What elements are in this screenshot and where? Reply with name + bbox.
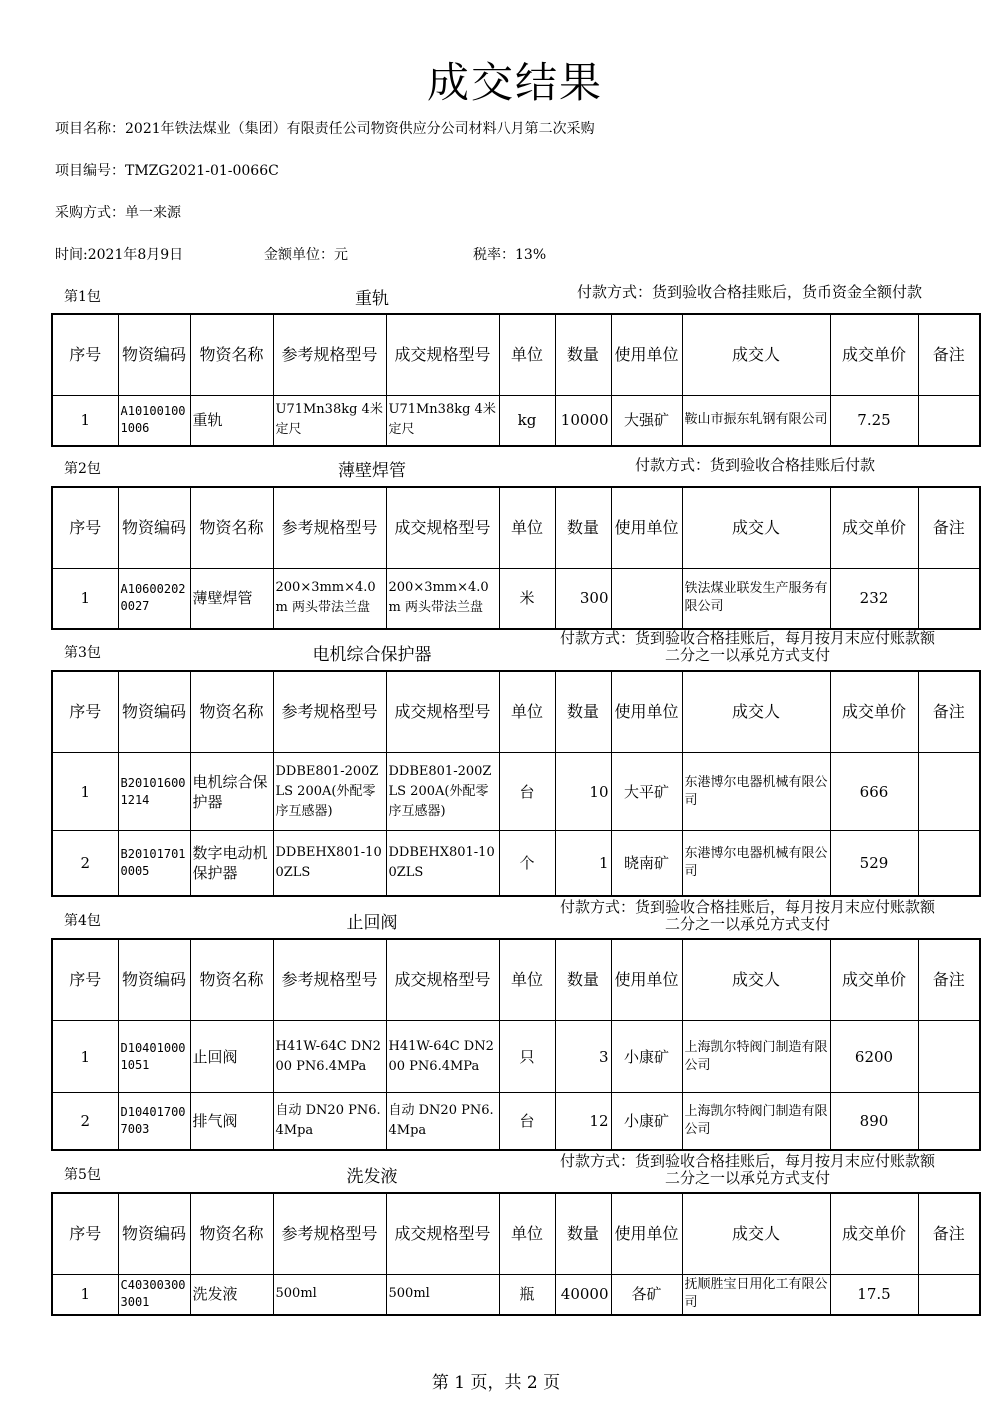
column-header: 序号: [52, 487, 118, 569]
column-header: 成交规格型号: [386, 671, 499, 753]
column-header: 备注: [918, 671, 980, 753]
material-code: D104010001051: [118, 1021, 190, 1093]
quantity: 40000: [555, 1275, 611, 1315]
column-header: 成交单价: [830, 314, 918, 396]
package-label: 第4包: [64, 913, 101, 929]
table-header-row: [52, 939, 980, 1021]
material-code: C403003003001: [118, 1275, 190, 1315]
material-name: 止回阀: [190, 1021, 273, 1093]
unit-price: 7.25: [830, 396, 918, 446]
payment-terms-line: 二分之一以承兑方式支付: [665, 646, 831, 664]
tax-rate: 税率：13%: [473, 247, 547, 263]
remarks: [918, 753, 980, 831]
quantity: 10: [555, 753, 611, 831]
currency-unit: 金额单位：元: [264, 247, 348, 263]
unit: 只: [499, 1021, 555, 1093]
column-header: 使用单位: [611, 1193, 682, 1275]
column-header: 成交单价: [830, 671, 918, 753]
deal-spec: U71Mn38kg 4米定尺: [386, 396, 499, 446]
table-row: [52, 1093, 980, 1150]
unit: 台: [499, 1093, 555, 1150]
page-title: 成交结果: [426, 58, 603, 107]
material-code: D104017007003: [118, 1093, 190, 1150]
column-header: 物资名称: [190, 314, 273, 396]
table-row: [52, 569, 980, 629]
using-unit: 晓南矿: [611, 831, 682, 896]
using-unit: 各矿: [611, 1275, 682, 1315]
project-name: 项目名称：2021年铁法煤业（集团）有限责任公司物资供应分公司材料八月第二次采购: [55, 121, 595, 137]
column-header: 成交规格型号: [386, 314, 499, 396]
vendor: 上海凯尔特阀门制造有限公司: [682, 1093, 830, 1150]
reference-spec: 500ml: [273, 1275, 386, 1315]
unit: 台: [499, 753, 555, 831]
reference-spec: 自动 DN20 PN6.4Mpa: [273, 1093, 386, 1150]
quantity: 1: [555, 831, 611, 896]
package-name: 重轨: [355, 289, 389, 309]
unit: 米: [499, 569, 555, 629]
column-header: 成交人: [682, 939, 830, 1021]
payment-terms-line: 付款方式：货到验收合格挂账后，每月按月末应付账款额: [560, 1152, 936, 1170]
column-header: 物资编码: [118, 1193, 190, 1275]
material-name: 重轨: [190, 396, 273, 446]
table-header-row: [52, 314, 980, 396]
purchase-method: 采购方式：单一来源: [55, 205, 181, 221]
row-number: 1: [52, 1275, 118, 1315]
reference-spec: H41W-64C DN200 PN6.4MPa: [273, 1021, 386, 1093]
column-header: 单位: [499, 487, 555, 569]
column-header: 数量: [555, 671, 611, 753]
column-header: 成交人: [682, 671, 830, 753]
payment-terms: [560, 1153, 935, 1187]
table-row: [52, 1275, 980, 1315]
page-footer: 第 1 页，共 2 页: [431, 1373, 561, 1393]
package-label: 第3包: [64, 645, 101, 661]
column-header: 物资名称: [190, 671, 273, 753]
quantity: 300: [555, 569, 611, 629]
reference-spec: U71Mn38kg 4米定尺: [273, 396, 386, 446]
payment-terms-line: 付款方式：货到验收合格挂账后付款: [635, 456, 876, 474]
column-header: 使用单位: [611, 314, 682, 396]
material-name: 排气阀: [190, 1093, 273, 1150]
material-code: B201017010005: [118, 831, 190, 896]
unit: 个: [499, 831, 555, 896]
column-header: 参考规格型号: [273, 939, 386, 1021]
column-header: 物资名称: [190, 939, 273, 1021]
vendor: 东港博尔电器机械有限公司: [682, 753, 830, 831]
table-header-row: [52, 487, 980, 569]
table-row: [52, 831, 980, 896]
payment-terms-line: 二分之一以承兑方式支付: [665, 1169, 831, 1187]
column-header: 物资名称: [190, 487, 273, 569]
column-header: 单位: [499, 671, 555, 753]
column-header: 备注: [918, 314, 980, 396]
column-header: 物资名称: [190, 1193, 273, 1275]
column-header: 数量: [555, 1193, 611, 1275]
package-table: [51, 486, 981, 630]
payment-terms: [635, 457, 875, 474]
package-name: 薄壁焊管: [338, 461, 406, 481]
column-header: 成交单价: [830, 487, 918, 569]
unit: kg: [499, 396, 555, 446]
column-header: 使用单位: [611, 671, 682, 753]
date: 时间:2021年8月9日: [55, 247, 184, 263]
row-number: 2: [52, 831, 118, 896]
column-header: 数量: [555, 314, 611, 396]
material-code: B201016001214: [118, 753, 190, 831]
deal-spec: DDBEHX801-100ZLS: [386, 831, 499, 896]
unit-price: 890: [830, 1093, 918, 1150]
table-header-row: [52, 1193, 980, 1275]
column-header: 成交单价: [830, 1193, 918, 1275]
package-name: 电机综合保护器: [312, 645, 432, 665]
package-table: [51, 938, 981, 1151]
row-number: 1: [52, 569, 118, 629]
using-unit: 小康矿: [611, 1093, 682, 1150]
column-header: 参考规格型号: [273, 671, 386, 753]
unit-price: 232: [830, 569, 918, 629]
package-table: [51, 313, 981, 447]
column-header: 参考规格型号: [273, 314, 386, 396]
material-name: 电机综合保护器: [190, 753, 273, 831]
payment-terms: [577, 284, 922, 301]
reference-spec: DDBEHX801-100ZLS: [273, 831, 386, 896]
reference-spec: 200×3mm×4.0m 两头带法兰盘: [273, 569, 386, 629]
vendor: 上海凯尔特阀门制造有限公司: [682, 1021, 830, 1093]
deal-spec: 200×3mm×4.0m 两头带法兰盘: [386, 569, 499, 629]
unit: 瓶: [499, 1275, 555, 1315]
material-name: 薄壁焊管: [190, 569, 273, 629]
column-header: 成交人: [682, 314, 830, 396]
column-header: 物资编码: [118, 487, 190, 569]
package-table: [51, 670, 981, 897]
reference-spec: DDBE801-200ZLS 200A(外配零序互感器): [273, 753, 386, 831]
column-header: 备注: [918, 1193, 980, 1275]
column-header: 序号: [52, 1193, 118, 1275]
column-header: 成交单价: [830, 939, 918, 1021]
package-label: 第1包: [64, 289, 101, 305]
using-unit: 小康矿: [611, 1021, 682, 1093]
remarks: [918, 1093, 980, 1150]
column-header: 序号: [52, 671, 118, 753]
column-header: 成交人: [682, 1193, 830, 1275]
deal-spec: 500ml: [386, 1275, 499, 1315]
quantity: 10000: [555, 396, 611, 446]
vendor: 铁法煤业联发生产服务有限公司: [682, 569, 830, 629]
column-header: 成交规格型号: [386, 1193, 499, 1275]
vendor: 鞍山市振东轧钢有限公司: [682, 396, 830, 446]
unit-price: 666: [830, 753, 918, 831]
column-header: 使用单位: [611, 487, 682, 569]
column-header: 备注: [918, 939, 980, 1021]
column-header: 成交人: [682, 487, 830, 569]
remarks: [918, 396, 980, 446]
column-header: 单位: [499, 1193, 555, 1275]
column-header: 数量: [555, 487, 611, 569]
payment-terms-line: 付款方式：货到验收合格挂账后，每月按月末应付账款额: [560, 629, 936, 647]
table-row: [52, 1021, 980, 1093]
column-header: 参考规格型号: [273, 1193, 386, 1275]
using-unit: [611, 569, 682, 629]
table-row: [52, 753, 980, 831]
column-header: 单位: [499, 939, 555, 1021]
table-row: [52, 396, 980, 446]
row-number: 2: [52, 1093, 118, 1150]
project-number: 项目编号：TMZG2021-01-0066C: [55, 163, 279, 179]
column-header: 物资编码: [118, 314, 190, 396]
package-label: 第5包: [64, 1167, 101, 1183]
remarks: [918, 831, 980, 896]
using-unit: 大平矿: [611, 753, 682, 831]
material-name: 数字电动机保护器: [190, 831, 273, 896]
column-header: 单位: [499, 314, 555, 396]
column-header: 成交规格型号: [386, 939, 499, 1021]
package-name: 洗发液: [346, 1167, 398, 1187]
remarks: [918, 1021, 980, 1093]
column-header: 使用单位: [611, 939, 682, 1021]
vendor: 抚顺胜宝日用化工有限公司: [682, 1275, 830, 1315]
package-label: 第2包: [64, 461, 101, 477]
column-header: 参考规格型号: [273, 487, 386, 569]
remarks: [918, 1275, 980, 1315]
payment-terms: [560, 630, 935, 664]
row-number: 1: [52, 753, 118, 831]
column-header: 备注: [918, 487, 980, 569]
material-name: 洗发液: [190, 1275, 273, 1315]
material-code: A101001001006: [118, 396, 190, 446]
row-number: 1: [52, 396, 118, 446]
column-header: 序号: [52, 314, 118, 396]
remarks: [918, 569, 980, 629]
unit-price: 529: [830, 831, 918, 896]
unit-price: 6200: [830, 1021, 918, 1093]
column-header: 物资编码: [118, 939, 190, 1021]
material-code: A106002020027: [118, 569, 190, 629]
quantity: 3: [555, 1021, 611, 1093]
row-number: 1: [52, 1021, 118, 1093]
using-unit: 大强矿: [611, 396, 682, 446]
column-header: 成交规格型号: [386, 487, 499, 569]
deal-spec: H41W-64C DN200 PN6.4MPa: [386, 1021, 499, 1093]
payment-terms-line: 二分之一以承兑方式支付: [665, 915, 831, 933]
package-table: [51, 1192, 981, 1316]
column-header: 序号: [52, 939, 118, 1021]
unit-price: 17.5: [830, 1275, 918, 1315]
payment-terms-line: 付款方式：货到验收合格挂账后，每月按月末应付账款额: [560, 898, 936, 916]
deal-spec: 自动 DN20 PN6.4Mpa: [386, 1093, 499, 1150]
table-header-row: [52, 671, 980, 753]
package-name: 止回阀: [346, 913, 398, 933]
column-header: 数量: [555, 939, 611, 1021]
payment-terms-line: 付款方式：货到验收合格挂账后，货币资金全额付款: [577, 283, 923, 301]
deal-spec: DDBE801-200ZLS 200A(外配零序互感器): [386, 753, 499, 831]
payment-terms: [560, 899, 935, 933]
quantity: 12: [555, 1093, 611, 1150]
vendor: 东港博尔电器机械有限公司: [682, 831, 830, 896]
column-header: 物资编码: [118, 671, 190, 753]
